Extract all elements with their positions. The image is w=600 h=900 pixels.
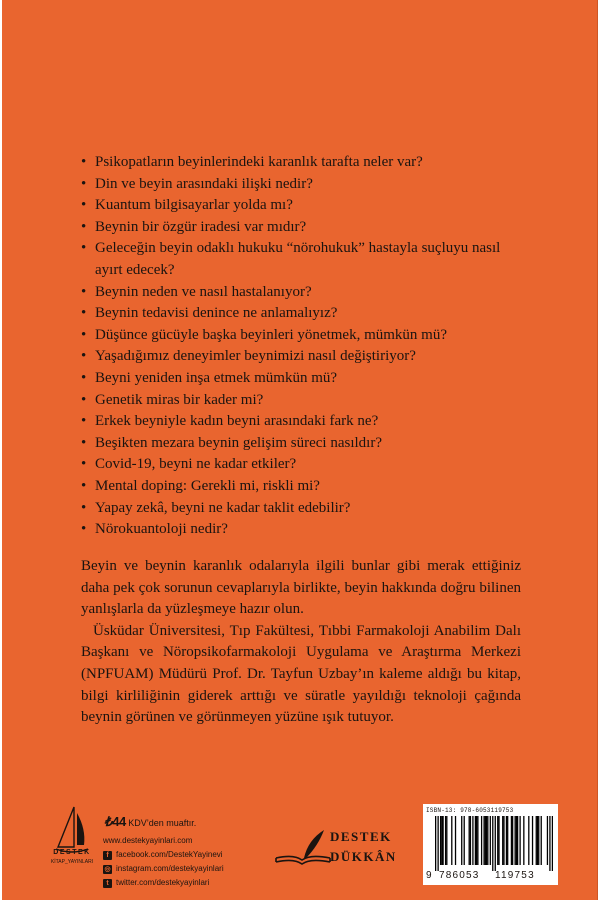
barcode-bar [549, 816, 550, 871]
barcode-bar [445, 816, 446, 865]
question-item: • Covid-19, beyni ne kadar etkiler? [81, 454, 521, 476]
barcode-bar [451, 816, 452, 865]
book-back-cover [2, 0, 598, 900]
barcode-bar [541, 816, 542, 865]
tax-note: KDV’den muaftır. [128, 818, 197, 828]
isbn-label: ISBN-13: 978-6053119753 [426, 807, 514, 814]
barcode-bar [514, 816, 515, 865]
store-book-quill-logo-icon [274, 828, 332, 868]
facebook-link[interactable]: facebook.com/DestekYayinevi [116, 850, 223, 859]
barcode-bar [503, 816, 504, 865]
barcode-bar [495, 816, 496, 871]
question-item: • Nörokuantoloji nedir? [81, 519, 521, 541]
blurb-paragraph-1: Beyin ve beynin karanlık odalarıyla ilgili bunlar gibi merak ettiğiniz daha pek çok sorunun cevaplarıyla birlikte, beyin hakkında doğru bilinen yanlışlarla da yüzleşmeye hazır olun. [81, 558, 521, 618]
question-item: • Beynin bir özgür iradesi var mıdır? [81, 217, 521, 239]
question-item: • Beynin neden ve nasıl hastalanıyor? [81, 282, 521, 304]
barcode-digits-right: 119753 [495, 870, 535, 881]
question-item: • Din ve beyin arasındaki ilişki nedir? [81, 174, 521, 196]
question-item: • Yapay zekâ, beyni ne kadar taklit edebilir? [81, 498, 521, 520]
barcode-bar [483, 816, 484, 865]
barcode-bar [455, 816, 456, 865]
question-item: • Genetik miras bir kader mi? [81, 390, 521, 412]
barcode-bar [532, 816, 533, 865]
facebook-row [103, 848, 224, 862]
barcode-bar [476, 816, 477, 865]
barcode-bar [461, 816, 462, 865]
barcode-digit-first: 9 [426, 870, 433, 881]
barcode-bar [498, 816, 499, 865]
barcode-bar [485, 816, 486, 865]
instagram-icon: ◎ [104, 865, 111, 873]
barcode-bar [446, 816, 447, 865]
question-item: • Psikopatların beyinlerindeki karanlık tarafta neler var? [81, 152, 521, 174]
barcode-bar [511, 816, 512, 865]
barcode-bar [487, 816, 488, 865]
barcode-bar [435, 816, 436, 871]
barcode-bar [538, 816, 539, 865]
barcode-bar [470, 816, 471, 865]
price-line [104, 814, 196, 830]
barcode-bar [516, 816, 517, 865]
barcode-bar [506, 816, 507, 865]
barcode-bar [464, 816, 465, 865]
barcode-bar [486, 816, 487, 865]
barcode-bar [502, 816, 503, 865]
publisher-sailboat-logo-icon [50, 803, 94, 879]
blurb-paragraph-2: Üsküdar Üniversitesi, Tıp Fakültesi, Tıbbi Farmakoloji Anabilim Dalı Başkanı ve Nöropsikofarmakoloji Uygulama ve Araştırma Merkezi (NPFUAM) Müdürü Prof. Dr. Tayfun Uzbay’ın kaleme aldığı bu kitap, bilgi kirliliğinin giderek arttığı ve süratle yayıldığı teknoloji çağında beynin görünen ve görünmeyen yüzüne ışık tutuyor. [81, 622, 521, 726]
question-item: • Geleceğin beyin odaklı hukuku “nörohukuk” hastayla suçluyu nasıl ayırt edecek? [81, 238, 521, 281]
barcode-bar [517, 816, 518, 865]
price-amount: 44 [112, 814, 126, 829]
barcode-bar [552, 816, 553, 871]
publisher-name: DESTEK [53, 849, 91, 856]
barcode-bar [523, 816, 524, 865]
barcode-bar [547, 816, 548, 865]
twitter-row [103, 876, 224, 890]
store-name-line-2: DÜKKÂN [330, 849, 397, 864]
question-item: • Kuantum bilgisayarlar yolda mı? [81, 195, 521, 217]
question-item: • Erkek beyniyle kadın beyni arasındaki fark ne? [81, 411, 521, 433]
question-list [81, 152, 521, 541]
question-item: • Düşünce gücüyle başka beyinleri yönetmek, mümkün mü? [81, 325, 521, 347]
question-item: • Mental doping: Gerekli mi, riskli mi? [81, 476, 521, 498]
barcode-digits-left: 786053 [439, 870, 480, 881]
barcode-bar [477, 816, 478, 865]
twitter-link[interactable]: twitter.com/destekyayinlari [116, 878, 210, 887]
question-item: • Beyni yeniden inşa etmek mümkün mü? [81, 368, 521, 390]
barcode-bar [469, 816, 470, 865]
isbn-barcode [423, 804, 558, 885]
barcode-bars [435, 816, 553, 871]
barcode-bar [528, 816, 529, 865]
store-name-line-1: DESTEK [330, 829, 392, 844]
barcode-bar [512, 816, 513, 865]
barcode-bar [492, 816, 493, 871]
barcode-bar [490, 816, 491, 865]
barcode-bar [437, 816, 438, 871]
barcode-bar [497, 816, 498, 865]
website-row [103, 834, 224, 848]
publisher-subtitle: KİTAP_YAYINLARI [50, 859, 94, 865]
barcode-bar [507, 816, 508, 865]
barcode-bar [481, 816, 482, 865]
barcode-bar [472, 816, 473, 865]
barcode-bar [537, 816, 538, 865]
barcode-bar [440, 816, 441, 865]
store-name [330, 829, 397, 865]
barcode-bar [442, 816, 443, 865]
twitter-icon: t [103, 879, 112, 888]
barcode-bar [441, 816, 442, 865]
website-link[interactable]: www.destekyayinlari.com [103, 836, 193, 845]
question-item: • Beşikten mezara beynin gelişim süreci nasıldır? [81, 433, 521, 455]
facebook-icon: f [103, 851, 112, 860]
barcode-bar [475, 816, 476, 865]
instagram-link[interactable]: instagram.com/destekyayinlari [116, 864, 224, 873]
blurb [81, 556, 521, 729]
lira-symbol: ₺ [104, 814, 113, 829]
contact-list [103, 834, 224, 890]
question-item: • Beynin tedavisi denince ne anlamalıyız? [81, 303, 521, 325]
barcode-bar [519, 816, 520, 865]
barcode-bar [536, 816, 537, 865]
question-item: • Yaşadığımız deneyimler beynimizi nasıl değiştiriyor? [81, 346, 521, 368]
instagram-row [103, 862, 224, 876]
